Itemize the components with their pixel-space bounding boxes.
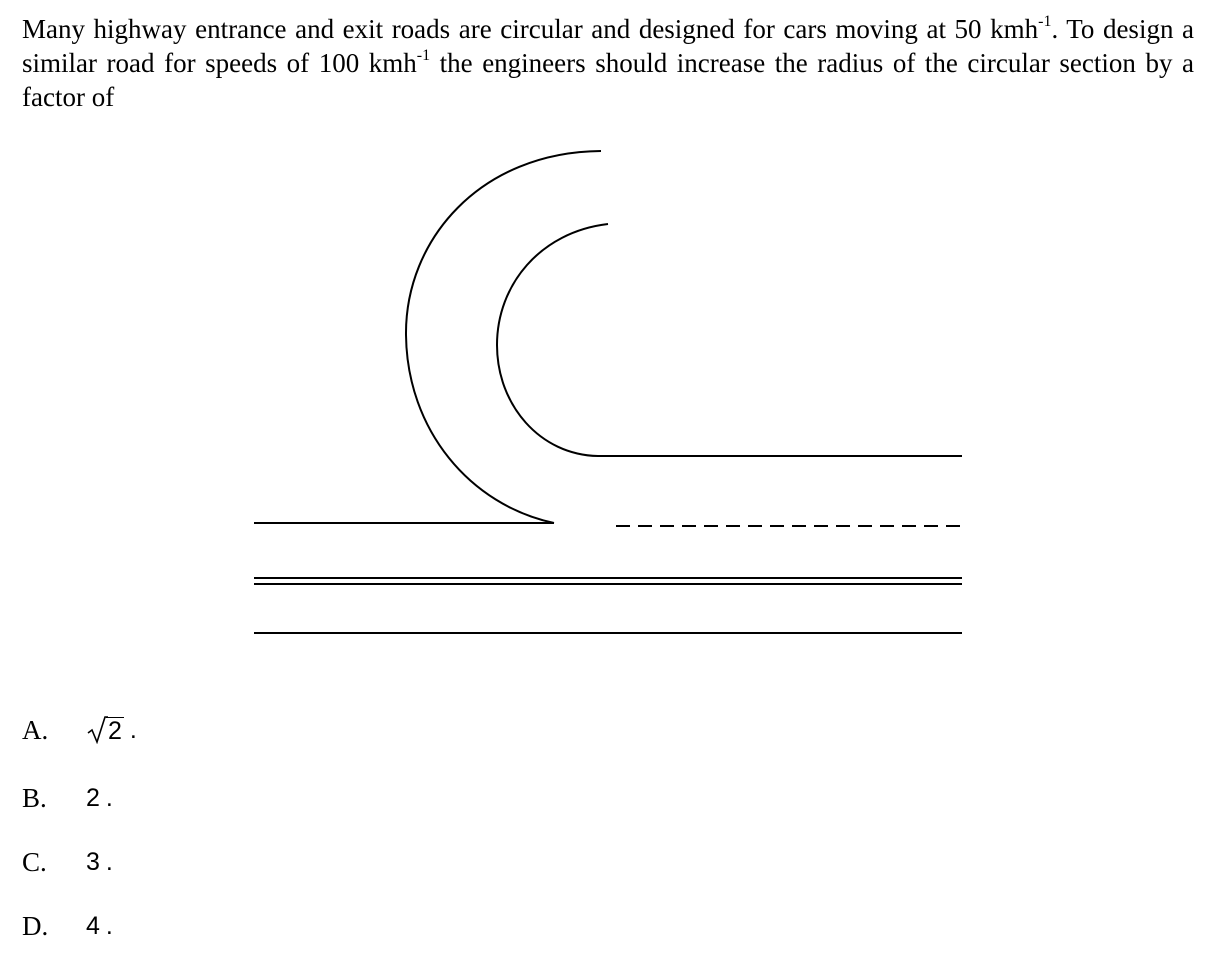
- option-b-dot: .: [105, 784, 113, 812]
- question-part-1: Many highway entrance and exit roads are circular and designed for cars moving at 50 kmh: [22, 14, 1039, 44]
- option-c-dot: .: [105, 848, 113, 876]
- question-part-2: . To design a similar road for speeds of 100 kmh: [22, 14, 1194, 78]
- option-a-letter: A.: [22, 715, 49, 745]
- option-c-value: 3: [86, 848, 100, 876]
- option-d-value-wrap: [86, 910, 113, 942]
- option-b-value-wrap: [86, 782, 113, 814]
- question-part-3: the engineers should increase the radius of the circular section by a factor of: [22, 48, 1194, 112]
- square-root-icon: [86, 716, 108, 744]
- option-d-value: 4: [86, 912, 100, 940]
- option-c-letter: C.: [22, 847, 47, 877]
- option-c-value-wrap: [86, 846, 113, 878]
- option-d-dot: .: [105, 912, 113, 940]
- inner-ramp-curve: [497, 224, 608, 456]
- unit-exponent-2: -1: [416, 47, 431, 64]
- option-d[interactable]: [22, 910, 113, 942]
- option-a-dot: .: [129, 716, 137, 744]
- option-a-value: [86, 714, 137, 746]
- option-c[interactable]: [22, 846, 113, 878]
- option-d-letter: D.: [22, 911, 49, 941]
- option-a-radicand: 2: [108, 716, 122, 745]
- option-b-value: 2: [86, 784, 100, 812]
- option-a[interactable]: [22, 714, 137, 746]
- unit-exponent-1: -1: [1038, 13, 1052, 30]
- option-b[interactable]: [22, 782, 113, 814]
- option-b-letter: B.: [22, 783, 47, 813]
- outer-ramp-curve: [406, 151, 601, 523]
